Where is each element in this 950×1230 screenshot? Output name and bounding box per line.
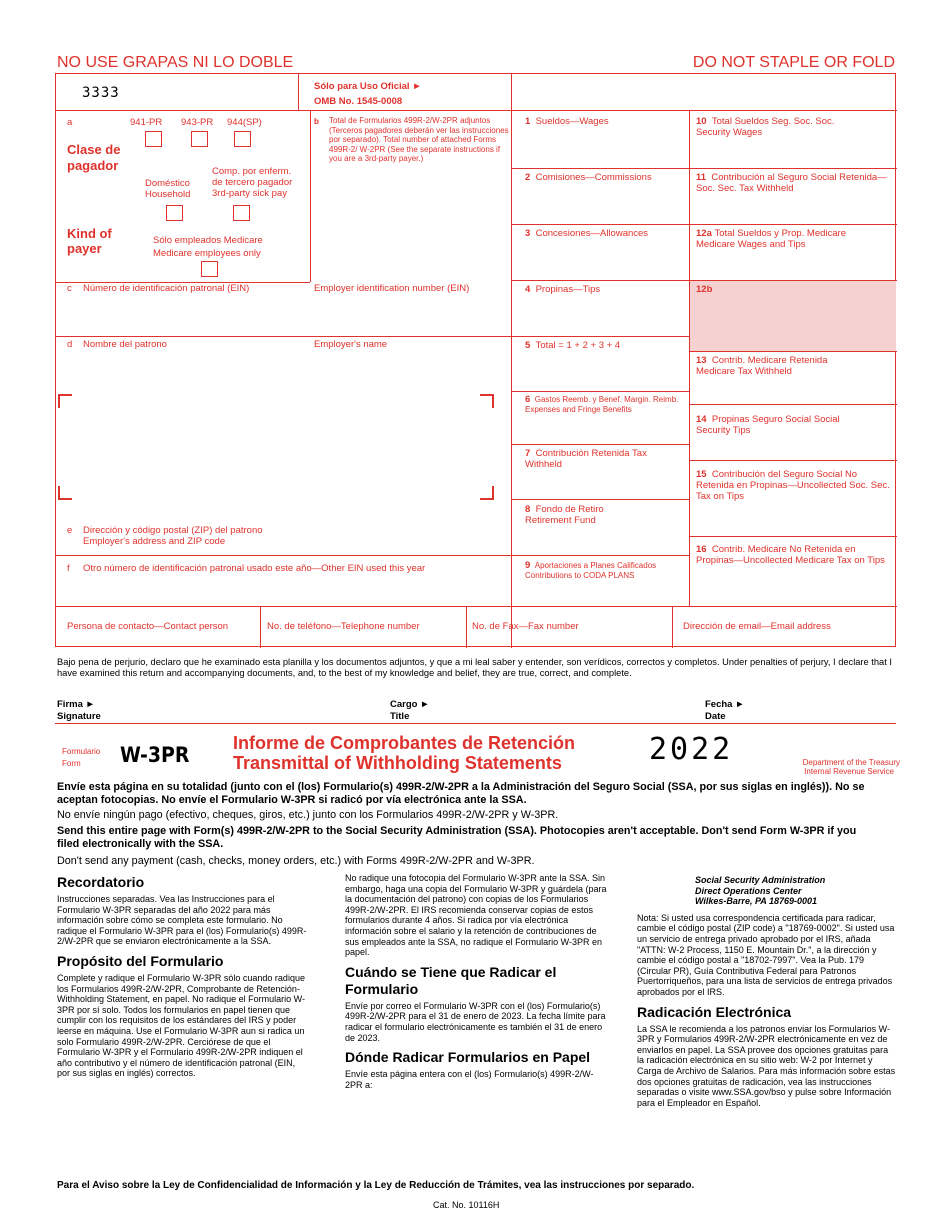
contact-person-label: Persona de contacto—Contact person <box>67 621 229 632</box>
title-label-en: Title <box>390 711 410 722</box>
signature-label-es: Firma ► <box>57 699 95 710</box>
box-4-label: 4 Propinas—Tips <box>525 284 601 295</box>
box-6-label: 6 Gastos Reemb. y Benef. Margin. Reimb. Expenses and Fringe Benefits <box>525 394 679 414</box>
signature-label-en: Signature <box>57 711 101 722</box>
date-label-en: Date <box>705 711 726 722</box>
box-14-label: 14 Propinas Seguro Social Social Security Tips <box>696 414 840 436</box>
box-c-letter: c <box>67 283 72 294</box>
ssa-address-line-2: Direct Operations Center <box>695 885 802 896</box>
no-payment-en: Don't send any payment (cash, checks, money orders, etc.) with Forms 499R-2/W-2PR and W-3PR. <box>57 855 535 867</box>
medicare-only-label-en: Medicare employees only <box>153 248 261 259</box>
sick-pay-label: Comp. por enferm. de tercero pagador 3rd-party sick pay <box>212 166 293 199</box>
box-b-letter: b <box>314 117 319 126</box>
omb-number: OMB No. 1545-0008 <box>314 96 403 107</box>
box-a-letter: a <box>67 117 73 128</box>
checkbox-943pr[interactable] <box>191 131 208 147</box>
household-label: Doméstico Household <box>145 178 191 200</box>
box-9-label: 9 Aportaciones a Planes Calificados Contributions to CODA PLANS <box>525 560 657 580</box>
address-label-en: Employer's address and ZIP code <box>83 536 226 547</box>
box-2-label: 2 Comisiones—Commissions <box>525 172 652 183</box>
checkbox-household[interactable] <box>166 205 183 221</box>
column-2 <box>345 873 610 1096</box>
paragraph-cuando: Envíe por correo el Formulario W-3PR con el (los) Formulario(s) 499R-2/W-2PR para el 31 de enero de 2023. La fecha límite para radicar el formulario electrónicamente es también el 31 de enero de 2023. <box>345 1000 606 1043</box>
form-name: W-3PR <box>120 743 190 767</box>
fax-label: No. de Fax—Fax number <box>472 621 579 632</box>
other-ein-label: Otro número de identificación patronal usado este año—Other EIN used this year <box>83 563 426 574</box>
checkbox-944sp[interactable] <box>234 131 251 147</box>
send-instructions-en: Send this entire page with Form(s) 499R-2/W-2PR to the Social Security Administration (SSA). Photocopies aren't acceptable. Don't send Form W-3PR if you filed electronically with the SSA. <box>57 825 857 850</box>
address-label-es: Dirección y código postal (ZIP) del patrono <box>83 525 263 536</box>
box-7-label: 7 Contribución Retenida Tax Withheld <box>525 448 647 470</box>
heading-donde: Dónde Radicar Formularios en Papel <box>345 1049 591 1066</box>
no-payment-es: No envíe ningún pago (efectivo, cheques, giros, etc.) junto con los Formularios 499R-2/W-2PR y W-3PR. <box>57 809 559 821</box>
send-instructions-es: Envíe esta página en su totalidad (junto con el (los) Formulario(s) 499R-2/W-2PR a la Administración del Seguro Social (SSA, por sus siglas en inglés)). No se aceptan fotocopias. No envíe el Formulario W-3PR si radicó por vía electrónica ante la SSA. <box>57 781 865 806</box>
email-label: Dirección de email—Email address <box>683 621 831 632</box>
box-11-label: 11 Contribución al Seguro Social Retenida—Soc. Sec. Tax Withheld <box>696 172 887 194</box>
heading-radicacion: Radicación Electrónica <box>637 1003 792 1020</box>
box-10-label: 10 Total Sueldos Seg. Soc. Soc. Security Wages <box>696 116 835 138</box>
box-f-letter: f <box>67 563 70 574</box>
checkbox-medicare-only[interactable] <box>201 261 218 277</box>
catalog-number: Cat. No. 10116H <box>433 1200 500 1210</box>
heading-proposito: Propósito del Formulario <box>57 952 224 969</box>
paragraph-proposito: Complete y radique el Formulario W-3PR sólo cuando radique los Formularios 499R-2/W-2PR, Comprobante de Retención-Withholding Statement, en papel. No radique el Formulario W-3PR por sí solo. Todos los formularios en papel tienen que cumplir con los requisitos de los estándares del IRS y poder leerse en máquina. Use el Formulario W-3PR aun si radica un solo Formulario 499R-2/W-2PR. Cerciórese de que el Formulario W-3PR y el Formulario 499R-2/W-2PR indiquen el año contributivo y el número de identificación patronal (EIN, por sus siglas en inglés) correctos. <box>57 972 305 1079</box>
column-1 <box>57 874 309 1085</box>
checkbox-sick-pay[interactable] <box>233 205 250 221</box>
form-code: 3333 <box>82 85 120 101</box>
telephone-label: No. de teléfono—Telephone number <box>267 621 420 632</box>
box-d-letter: d <box>67 339 73 350</box>
box-12b-label: 12b <box>696 284 713 295</box>
employer-name-label-es: Nombre del patrono <box>83 339 167 350</box>
privacy-notice: Para el Aviso sobre la Ley de Confidencialidad de Información y la Ley de Reducción de Trámites, vea las instrucciones por separado. <box>57 1180 695 1191</box>
form-label: Form <box>62 759 81 768</box>
department-label: Department of the Treasury <box>802 758 900 767</box>
type-941pr-label: 941-PR <box>130 117 163 128</box>
title-es: Informe de Comprobantes de Retención <box>233 733 576 753</box>
clase-de-pagador-label: Clase de pagador <box>67 142 121 173</box>
heading-recordatorio: Recordatorio <box>57 874 145 890</box>
form-frame <box>55 73 896 647</box>
column-3 <box>637 875 897 1114</box>
type-944sp-label: 944(SP) <box>227 117 262 128</box>
ssa-address-line-1: Social Security Administration <box>695 875 826 885</box>
box-8-label: 8 Fondo de Retiro Retirement Fund <box>525 504 604 526</box>
perjury-statement: Bajo pena de perjurio, declaro que he examinado esta planilla y los documentos adjuntos, y que a mi leal saber y entender, son verídicos, correctos y completos. Under penalties of perjury, I declare that I have examined this return and accompanying documents, and, to the best of my knowledge and belief, they are true, correct, and complete. <box>57 657 892 678</box>
paragraph-nota: Nota: Si usted usa correspondencia certificada para radicar, cambie el código postal (ZIP code) a "18769-0002". Si usted usa un servicio de entrega privado aprobado por el IRS, añada "ATTN: W-2 Process, 1150 E. Mountain Dr.", a la dirección y cambie el código postal a "18702-7997". Vea la Pub. 179 (Circular PR), Guía Contributiva Federal para Patronos Puertorriqueños, para una lista de servicios de entrega privados aprobados por el IRS. <box>637 912 895 997</box>
checkbox-941pr[interactable] <box>145 131 162 147</box>
box-b-label: Total de Formularios 499R-2/W-2PR adjuntos (Terceros pagadores deberán ver las instrucciones por separado). Total number of attached Forms 499R-2/ W-2PR (See the separate instructions if you are a 3rd-party payer.) <box>329 116 509 163</box>
ssa-address-line-3: Wilkes-Barre, PA 18769-0001 <box>695 896 817 907</box>
heading-cuando: Cuándo se Tiene que Radicar el Formulario <box>345 963 557 997</box>
paragraph-instrucciones: Instrucciones separadas. Vea las Instrucciones para el Formulario W-3PR separadas del año 2022 para más información sobre cómo se completa este formulario. No radique el Formulario W-3PR para el (los) Formulario(s) 499R-2/W-2PR que se enviaron electrónicamente a la SSA. <box>57 894 307 947</box>
box-e-letter: e <box>67 525 73 536</box>
box-16-label: 16 Contrib. Medicare No Retenida en Propinas—Uncollected Medicare Tax on Tips <box>696 544 885 566</box>
official-use: Sólo para Uso Oficial ► <box>314 81 422 92</box>
title-en: Transmittal of Withholding Statements <box>233 753 562 773</box>
ein-label-en: Employer identification number (EIN) <box>314 283 470 294</box>
no-staple-warning-es: NO USE GRAPAS NI LO DOBLE <box>57 54 294 71</box>
paragraph-donde: Envíe esta página entera con el (los) Formulario(s) 499R-2/W-2PR a: <box>345 1069 594 1090</box>
paragraph-radicacion: La SSA le recomienda a los patronos enviar los Formularios W-3PR y Formularios 499R-2/W-2PR electrónicamente en vez de enviarlos en papel. La SSA provee dos opciones gratuitas para la radicación electrónica en su sitio web: W-2 por Internet y Carga de Archivo de Salarios. Para más información sobre estas dos opciones gratuitas de radicación, vea las instrucciones separadas o visite www.SSA.gov/bso y pulse sobre Información para el Empleador en Español. <box>637 1023 896 1108</box>
box-5-label: 5 Total = 1 + 2 + 3 + 4 <box>525 340 621 351</box>
box-1-label: 1 Sueldos—Wages <box>525 116 609 127</box>
kind-of-payer-label: Kind of payer <box>67 226 112 256</box>
box-15-label: 15 Contribución del Seguro Social No Retenida en Propinas—Uncollected Soc. Sec. Tax on Tips <box>696 469 890 502</box>
no-staple-warning-en: DO NOT STAPLE OR FOLD <box>692 54 895 71</box>
medicare-only-label: Sólo empleados Medicare <box>153 235 263 246</box>
employer-address-field[interactable] <box>62 396 492 498</box>
paragraph-no-fotocopia: No radique una fotocopia del Formulario W-3PR ante la SSA. Sin embargo, haga una copia del Formulario W-3PR y guárdela (para la documentación del patrono) con copias de los Formularios 499R-2/W-2PR. El IRS recomienda conservar copias de estos formularios durante 4 años. Si radica por vía electrónica información sobre el salario y la retención de contribuciones de sus empleados ante la SSA, no radique el Formulario W-3PR en papel. <box>345 873 607 958</box>
irs-label: Internal Revenue Service <box>804 767 894 776</box>
type-943pr-label: 943-PR <box>181 117 214 128</box>
formulario-label: Formulario <box>62 747 101 756</box>
tax-year: 2022 <box>649 732 734 767</box>
title-label-es: Cargo ► <box>390 699 430 710</box>
box-12a-label: 12a Total Sueldos y Prop. Medicare Medicare Wages and Tips <box>696 228 846 250</box>
box-3-label: 3 Concesiones—Allowances <box>525 228 649 239</box>
ein-label-es: Número de identificación patronal (EIN) <box>83 283 250 294</box>
employer-name-label-en: Employer's name <box>314 339 388 350</box>
date-label-es: Fecha ► <box>705 699 745 710</box>
box-13-label: 13 Contrib. Medicare Retenida Medicare Tax Withheld <box>696 355 828 377</box>
